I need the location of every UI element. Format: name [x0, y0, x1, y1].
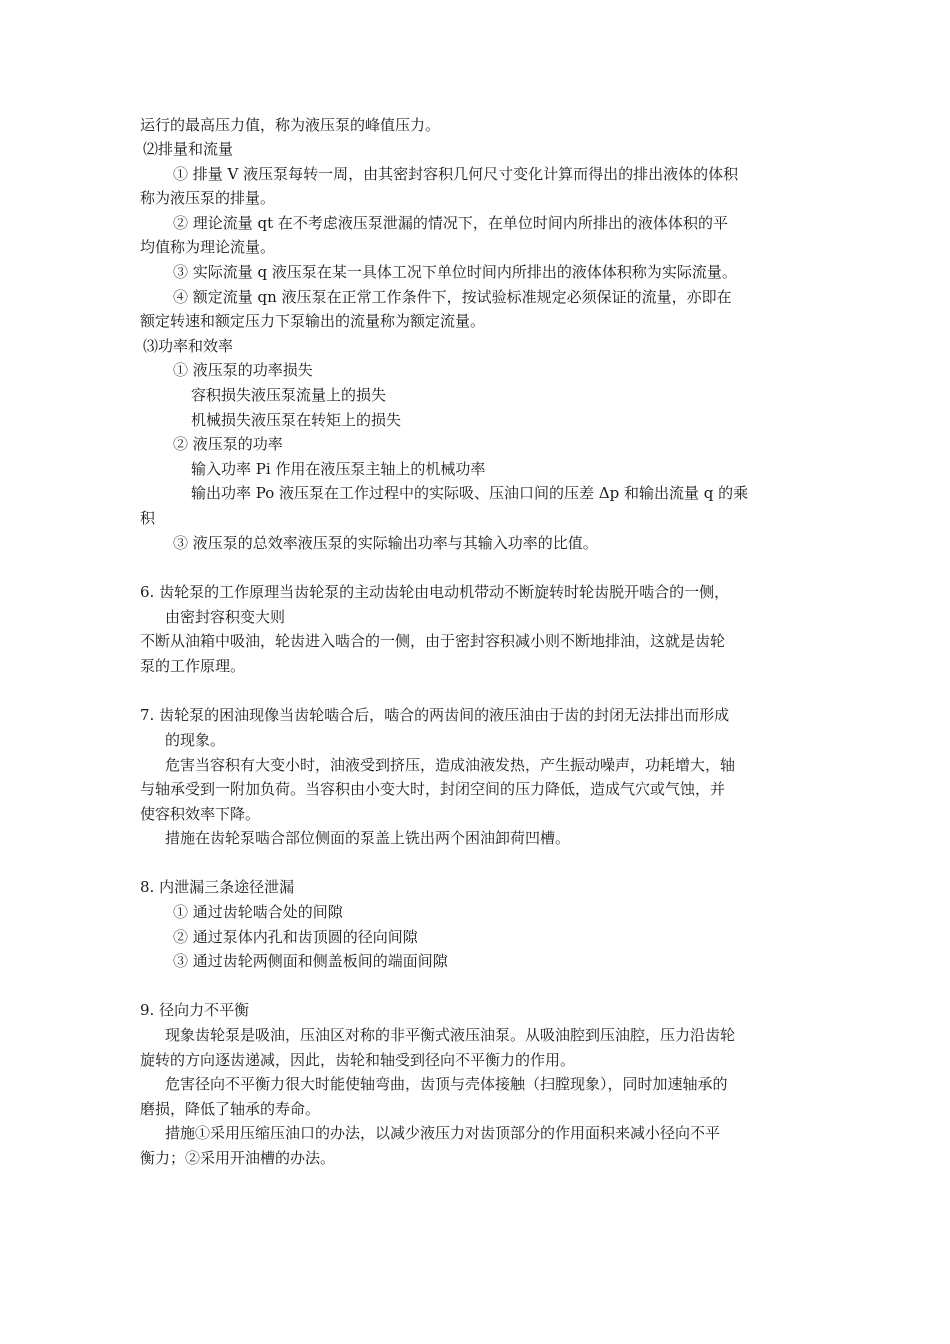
list-item: ③ 通过齿轮两侧面和侧盖板间的端面间隙 — [173, 952, 448, 970]
text-line: 衡力；②采用开油槽的办法。 — [140, 1149, 336, 1167]
text-line: 容积损失液压泵流量上的损失 — [191, 386, 387, 404]
text-line: 称为液压泵的排量。 — [140, 189, 276, 207]
numbered-paragraph: 9. 径向力不平衡 — [140, 1001, 250, 1019]
text-line: 均值称为理论流量。 — [140, 238, 276, 256]
text-line: 输出功率 Po 液压泵在工作过程中的实际吸、压油口间的压差 Δp 和输出流量 q 的乘 — [191, 484, 749, 502]
list-item: ② 理论流量 qt 在不考虑液压泵泄漏的情况下，在单位时间内所排出的液体体积的平 — [173, 214, 728, 232]
numbered-paragraph: 7. 齿轮泵的困油现像当齿轮啮合后，啮合的两齿间的液压油由于齿的封闭无法排出而形成 — [140, 706, 730, 724]
text-line: 危害当容积有大变小时，油液受到挤压，造成油液发热，产生振动噪声，功耗增大，轴 — [165, 756, 736, 774]
text-line: 运行的最高压力值，称为液压泵的峰值压力。 — [140, 116, 441, 134]
text-line: 措施在齿轮泵啮合部位侧面的泵盖上铣出两个困油卸荷凹槽。 — [165, 829, 571, 847]
text-line: 机械损失液压泵在转矩上的损失 — [191, 411, 402, 429]
text-line: 额定转速和额定压力下泵输出的流量称为额定流量。 — [140, 312, 486, 330]
text-line: 积 — [140, 509, 156, 527]
list-item: ① 排量 V 液压泵每转一周，由其密封容积几何尺寸变化计算而得出的排出液体的体积 — [173, 165, 739, 183]
text-line: 不断从油箱中吸油，轮齿进入啮合的一侧，由于密封容积减小则不断地排油，这就是齿轮 — [140, 632, 726, 650]
section-heading: ⑵排量和流量 — [143, 140, 234, 158]
list-item: ② 液压泵的功率 — [173, 435, 283, 453]
text-line: 输入功率 Pi 作用在液压泵主轴上的机械功率 — [191, 460, 486, 478]
text-line: 的现象。 — [165, 731, 226, 749]
text-line: 现象齿轮泵是吸油，压油区对称的非平衡式液压油泵。从吸油腔到压油腔，压力沿齿轮 — [165, 1026, 736, 1044]
list-item: ④ 额定流量 qn 液压泵在正常工作条件下，按试验标准规定必须保证的流量，亦即在 — [173, 288, 732, 306]
text-line: 与轴承受到一附加负荷。当容积由小变大时，封闭空间的压力降低，造成气穴或气蚀，并 — [140, 780, 726, 798]
text-line: 泵的工作原理。 — [140, 657, 246, 675]
list-item: ③ 实际流量 q 液压泵在某一具体工况下单位时间内所排出的液体体积称为实际流量。 — [173, 263, 737, 281]
text-line: 使容积效率下降。 — [140, 805, 261, 823]
text-line: 危害径向不平衡力很大时能使轴弯曲，齿顶与壳体接触（扫膛现象），同时加速轴承的 — [165, 1075, 728, 1093]
list-item: ① 通过齿轮啮合处的间隙 — [173, 903, 343, 921]
text-line: 由密封容积变大则 — [165, 608, 286, 626]
text-line: 措施①采用压缩压油口的办法，以减少液压力对齿顶部分的作用面积来减小径向不平 — [165, 1124, 721, 1142]
list-item: ③ 液压泵的总效率液压泵的实际输出功率与其输入功率的比值。 — [173, 534, 598, 552]
text-line: 磨损，降低了轴承的寿命。 — [140, 1100, 321, 1118]
list-item: ① 液压泵的功率损失 — [173, 361, 313, 379]
list-item: ② 通过泵体内孔和齿顶圆的径向间隙 — [173, 928, 418, 946]
numbered-paragraph: 8. 内泄漏三条途径泄漏 — [140, 878, 295, 896]
section-heading: ⑶功率和效率 — [143, 337, 234, 355]
numbered-paragraph: 6. 齿轮泵的工作原理当齿轮泵的主动齿轮由电动机带动不断旋转时轮齿脱开啮合的一侧， — [140, 583, 730, 601]
text-line: 旋转的方向逐齿递减，因此，齿轮和轴受到径向不平衡力的作用。 — [140, 1051, 576, 1069]
